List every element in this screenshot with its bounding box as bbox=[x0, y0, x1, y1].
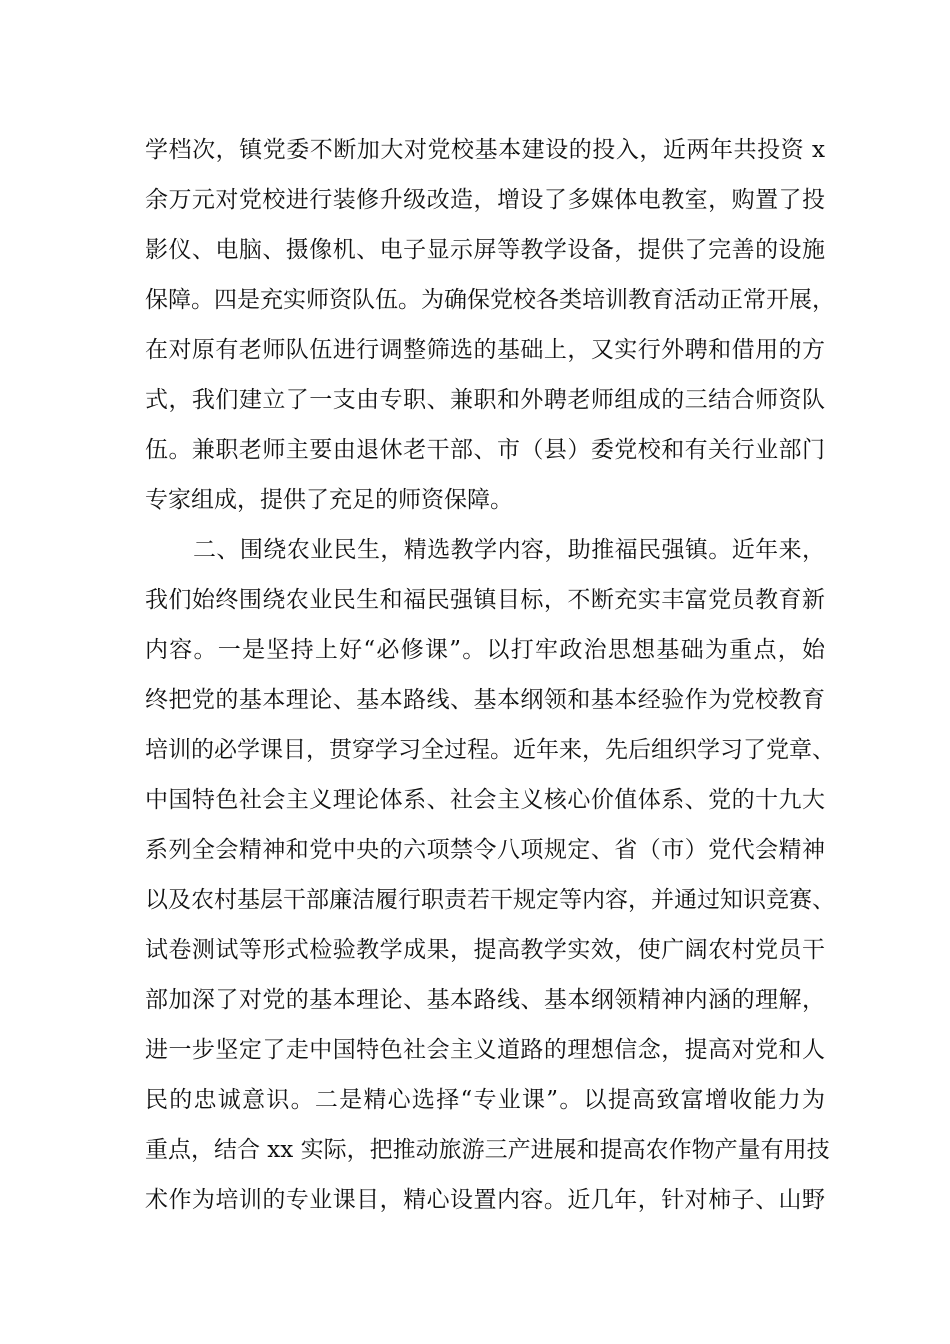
text-line: 系列全会精神和党中央的六项禁令八项规定、省（市）党代会精神 bbox=[145, 837, 825, 863]
text-line: 培训的必学课目，贯穿学习全过程。近年来，先后组织学习了党章、 bbox=[145, 737, 835, 763]
text-line: 式，我们建立了一支由专职、兼职和外聘老师组成的三结合师资队 bbox=[145, 387, 825, 413]
text-line: 试卷测试等形式检验教学成果，提高教学实效，使广阔农村党员干 bbox=[145, 937, 825, 963]
text-line: 以及农村基层干部廉洁履行职责若干规定等内容，并通过知识竞赛、 bbox=[145, 887, 835, 913]
paragraph-heading-line: 二、围绕农业民生，精选教学内容，助推福民强镇。近年来， bbox=[193, 537, 825, 563]
text-line: 内容。一是坚持上好“必修课”。以打牢政治思想基础为重点，始 bbox=[145, 637, 825, 663]
text-line: 终把党的基本理论、基本路线、基本纲领和基本经验作为党校教育 bbox=[145, 687, 825, 713]
text-line: 民的忠诚意识。二是精心选择“专业课”。以提高致富增收能力为 bbox=[145, 1087, 825, 1113]
text-line: 影仪、电脑、摄像机、电子显示屏等教学设备，提供了完善的设施 bbox=[145, 237, 825, 263]
text-line: 术作为培训的专业课目，精心设置内容。近几年，针对柿子、山野 bbox=[145, 1187, 825, 1213]
text-line: 专家组成，提供了充足的师资保障。 bbox=[145, 487, 513, 513]
text-line: 部加深了对党的基本理论、基本路线、基本纲领精神内涵的理解， bbox=[145, 987, 825, 1013]
text-line: 余万元对党校进行装修升级改造，增设了多媒体电教室，购置了投 bbox=[145, 187, 825, 213]
text-line: 保障。四是充实师资队伍。为确保党校各类培训教育活动正常开展， bbox=[145, 287, 835, 313]
text-line: 在对原有老师队伍进行调整筛选的基础上，又实行外聘和借用的方 bbox=[145, 337, 825, 363]
text-line: 重点，结合 xx 实际，把推动旅游三产进展和提高农作物产量有用技 bbox=[145, 1137, 830, 1163]
text-line: 伍。兼职老师主要由退休老干部、市（县）委党校和有关行业部门 bbox=[145, 437, 825, 463]
text-line: 我们始终围绕农业民生和福民强镇目标，不断充实丰富党员教育新 bbox=[145, 587, 825, 613]
text-line: 学档次，镇党委不断加大对党校基本建设的投入，近两年共投资 x bbox=[145, 137, 825, 163]
text-line: 进一步坚定了走中国特色社会主义道路的理想信念，提高对党和人 bbox=[145, 1037, 825, 1063]
text-line: 中国特色社会主义理论体系、社会主义核心价值体系、党的十九大 bbox=[145, 787, 825, 813]
